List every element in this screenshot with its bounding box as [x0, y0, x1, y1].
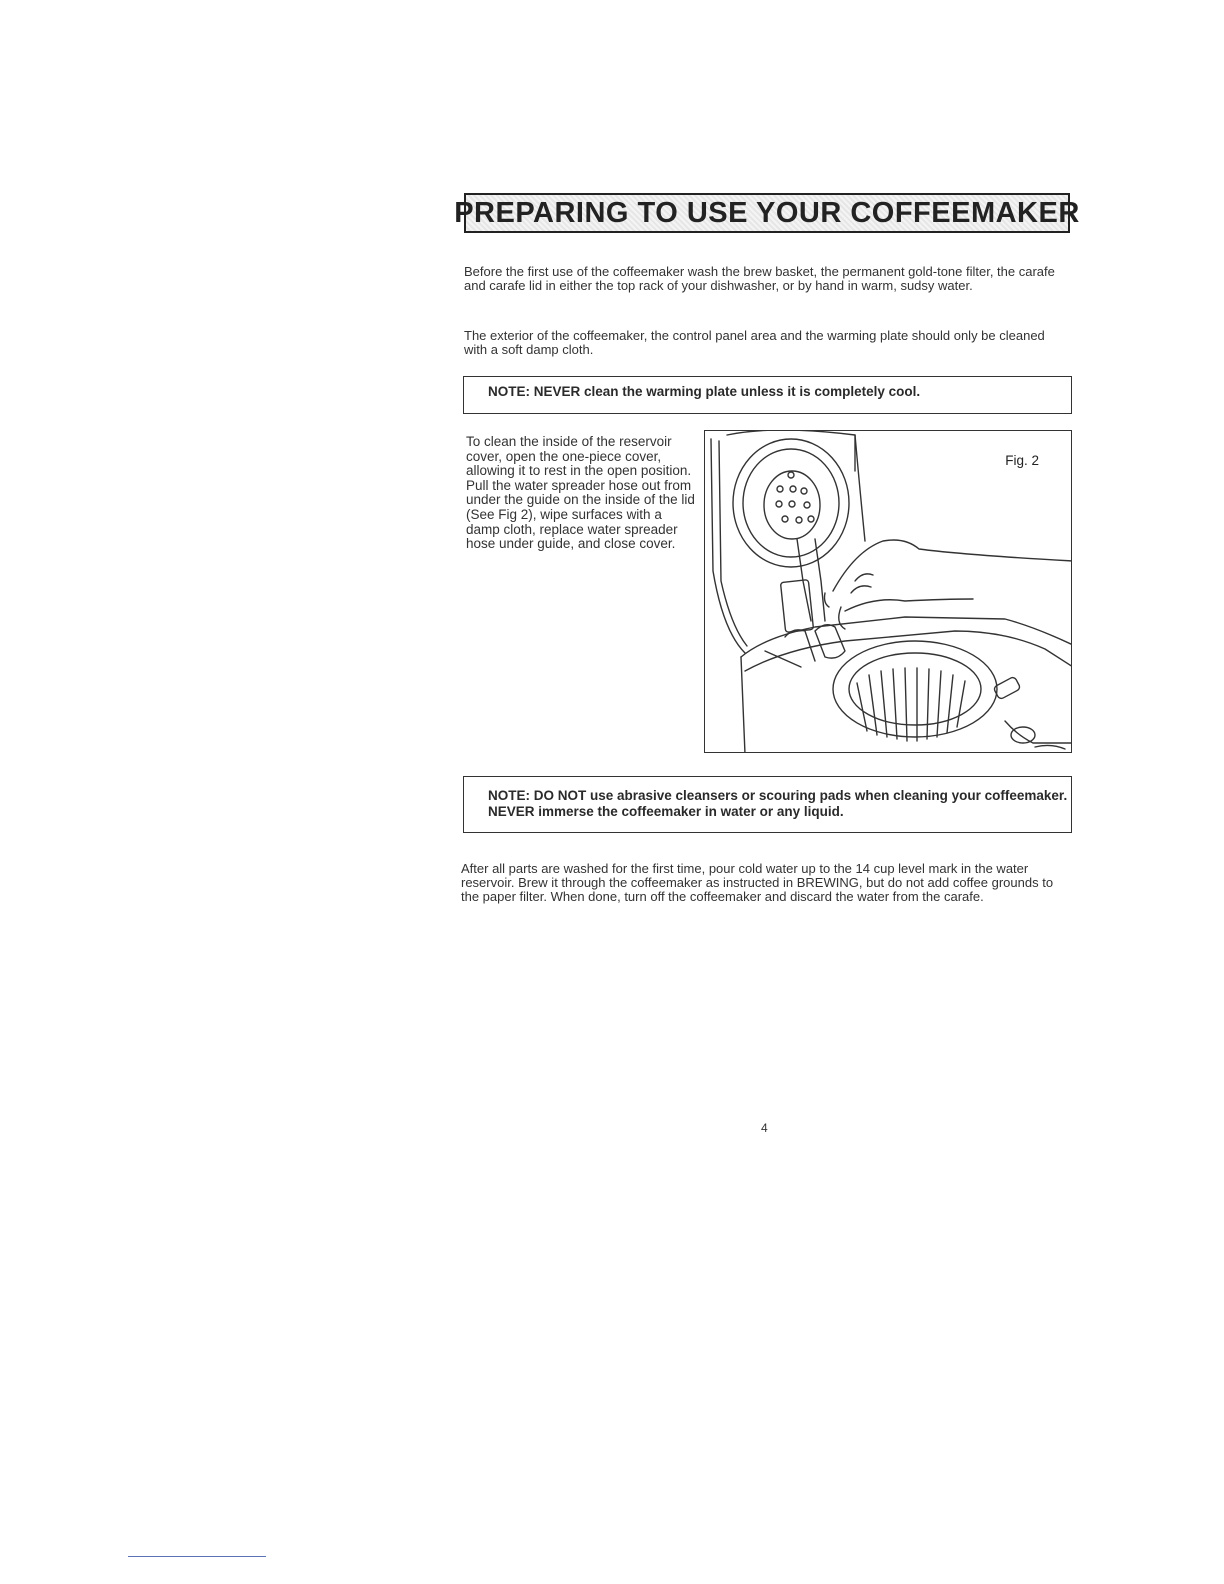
figure-2 [704, 430, 1072, 753]
warming-plate-note [463, 376, 1072, 414]
after-wash-paragraph: After all parts are washed for the first time, pour cold water up to the 14 cup level mark in the water reservoir. Brew it through the coffeemaker as instructed in BREWING, but do not add coffee grounds to the paper filter. When done, turn off the coffeemaker and discard the water from the carafe. [461, 861, 1054, 904]
exterior-paragraph: The exterior of the coffeemaker, the control panel area and the warming plate should only be cleaned with a soft damp cloth. [464, 328, 1045, 357]
abrasive-cleanser-note [463, 776, 1072, 833]
warming-plate-note-text: NOTE: NEVER clean the warming plate unless it is completely cool. [488, 384, 921, 399]
intro-paragraph: Before the first use of the coffeemaker wash the brew basket, the permanent gold-tone filter, the carafe and carafe lid in either the top rack of your dishwasher, or by hand in warm, sudsy water. [464, 264, 1055, 293]
reservoir-cleaning-paragraph: To clean the inside of the reservoir cover, open the one-piece cover, allowing it to rest in the open position. Pull the water spreader hose out from under the guide on the inside of the lid (See Fig 2), wipe surfaces with a damp cloth, replace water spreader hose under guide, and close cover. [466, 434, 695, 552]
page-title-box [454, 193, 1080, 233]
figure-label: Fig. 2 [1005, 453, 1039, 468]
abrasive-cleanser-note-text: NOTE: DO NOT use abrasive cleansers or scouring pads when cleaning your coffeemaker. NEVER immerse the coffeemaker in water or any liquid. [488, 788, 1068, 819]
footer-divider [128, 1556, 266, 1557]
page-title: PREPARING TO USE YOUR COFFEEMAKER [454, 196, 1080, 229]
coffeemaker-open-lid-illustration [705, 431, 1072, 753]
page-number: 4 [761, 1121, 768, 1135]
